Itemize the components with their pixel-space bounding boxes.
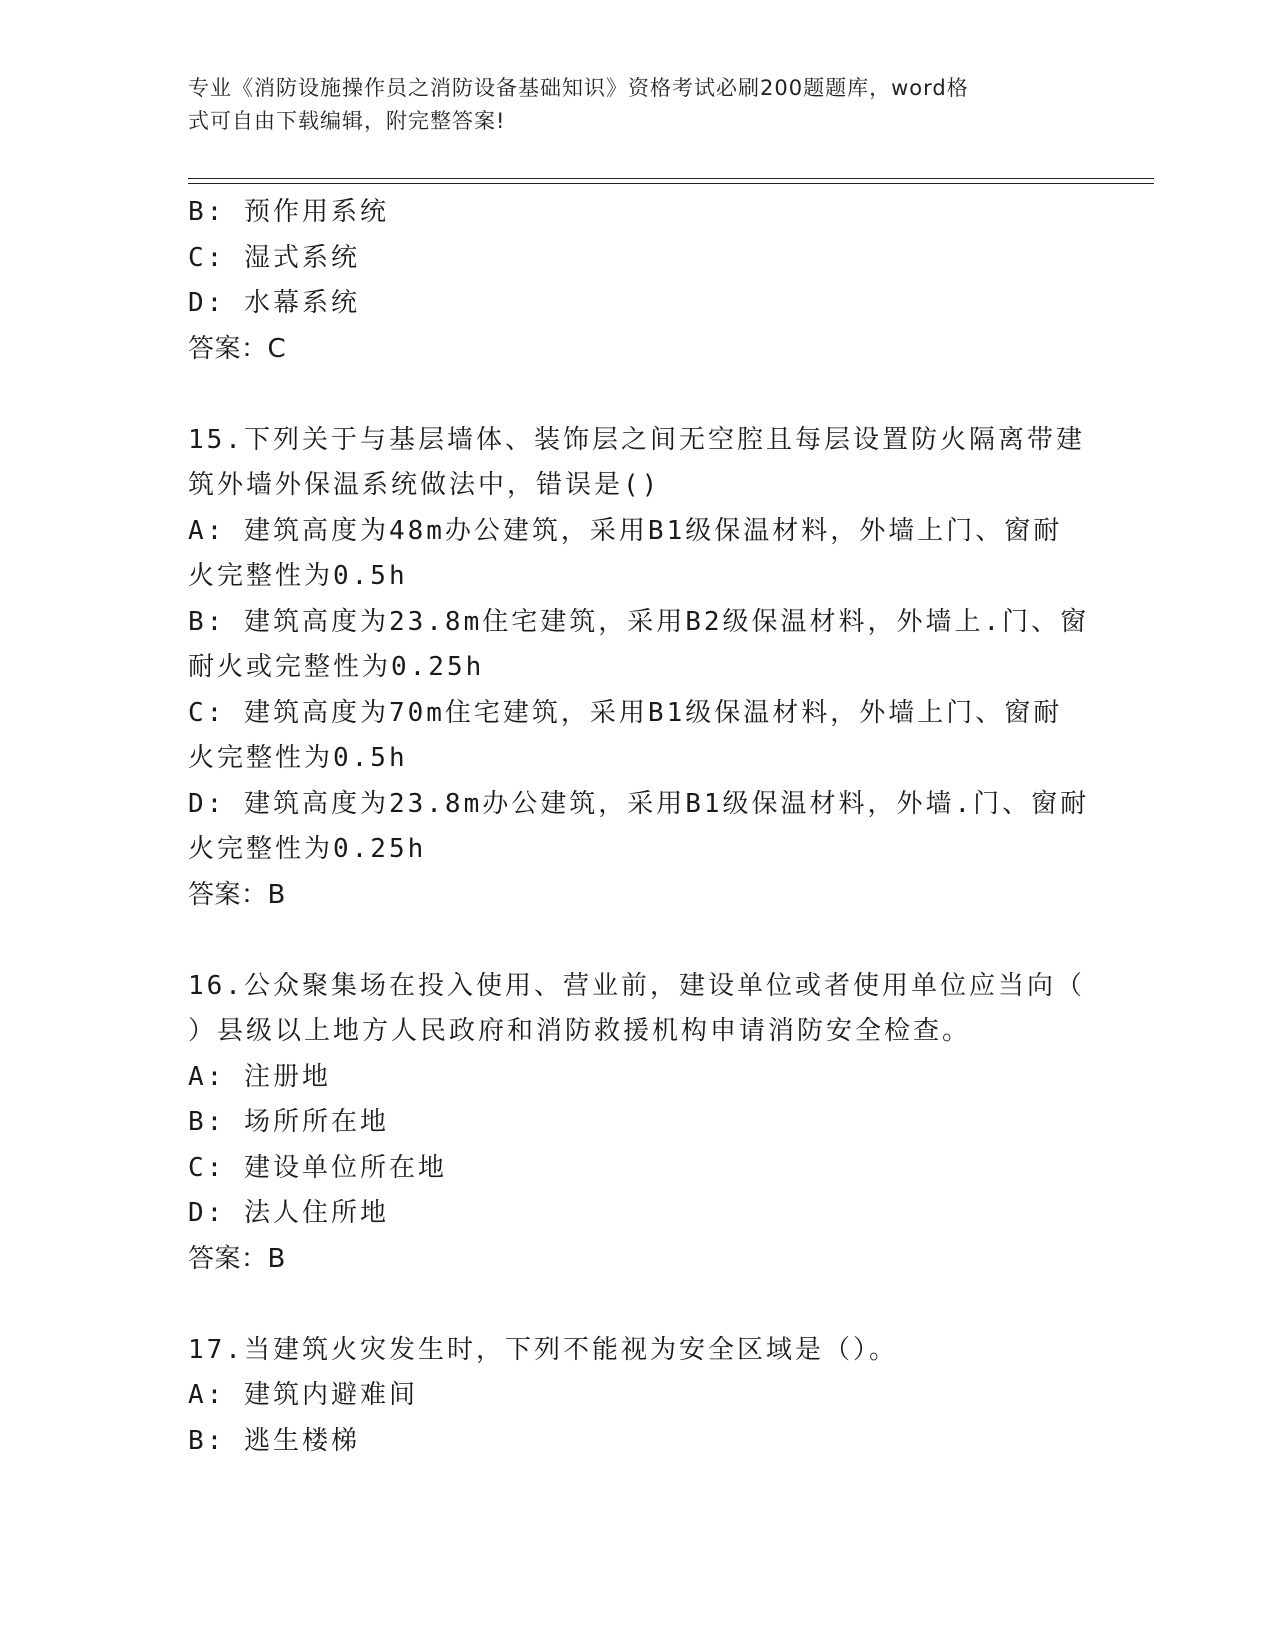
- document-header: [188, 72, 1068, 138]
- header-divider-bottom: [188, 183, 1154, 184]
- question-stem: 15.下列关于与基层墙体、装饰层之间无空腔且每层设置防火隔离带建: [188, 424, 1085, 455]
- answer-label: 答案：B: [188, 879, 286, 910]
- header-title-line-2: 式可自由下载编辑，附完整答案!: [188, 109, 506, 133]
- question-14-continued: [188, 190, 1078, 372]
- question-stem: ）县级以上地方人民政府和消防救援机构申请消防安全检查。: [188, 1016, 972, 1046]
- answer-label: 答案：B: [188, 1243, 286, 1274]
- answer-label: 答案：C: [188, 333, 287, 364]
- option-d: D: 水幕系统: [188, 288, 360, 318]
- question-spacer: [188, 372, 1078, 418]
- option-a: A: 建筑高度为48m办公建筑，采用B1级保温材料，外墙上门、窗耐: [188, 515, 1063, 546]
- option-d: D: 建筑高度为23.8m办公建筑，采用B1级保温材料，外墙.门、窗耐: [188, 788, 1090, 819]
- option-c: C: 湿式系统: [188, 242, 360, 273]
- option-b: B: 建筑高度为23.8m住宅建筑，采用B2级保温材料，外墙上.门、窗: [188, 606, 1090, 637]
- option-a: A: 注册地: [188, 1061, 331, 1092]
- option-b: B: 逃生楼梯: [188, 1425, 360, 1456]
- option-a: A: 建筑内避难间: [188, 1380, 418, 1410]
- option-a-continued: 火完整性为0.5h: [188, 561, 408, 591]
- question-stem: 17.当建筑火灾发生时，下列不能视为安全区域是（）。: [188, 1334, 898, 1365]
- header-divider-top: [188, 178, 1154, 179]
- option-b-continued: 耐火或完整性为0.25h: [188, 652, 485, 682]
- question-list: [188, 190, 1090, 1464]
- option-d-continued: 火完整性为0.25h: [188, 834, 427, 864]
- option-b: B: 场所所在地: [188, 1107, 389, 1137]
- question-spacer: [188, 1282, 1078, 1328]
- option-d: D: 法人住所地: [188, 1198, 389, 1228]
- question-spacer: [188, 918, 1078, 964]
- question-stem: 16.公众聚集场在投入使用、营业前，建设单位或者使用单位应当向（: [188, 970, 1085, 1001]
- question-stem: 筑外墙外保温系统做法中，错误是(): [188, 470, 661, 500]
- question-16: [188, 964, 1085, 1283]
- option-c: C: 建筑高度为70m住宅建筑，采用B1级保温材料，外墙上门、窗耐: [188, 697, 1063, 728]
- header-title-line-1: 专业《消防设施操作员之消防设备基础知识》资格考试必刷200题题库，word格: [188, 76, 969, 100]
- option-c: C: 建设单位所在地: [188, 1152, 447, 1183]
- question-15: [188, 418, 1090, 919]
- option-c-continued: 火完整性为0.5h: [188, 743, 408, 773]
- option-b: B: 预作用系统: [188, 197, 389, 227]
- question-17: [188, 1328, 1078, 1465]
